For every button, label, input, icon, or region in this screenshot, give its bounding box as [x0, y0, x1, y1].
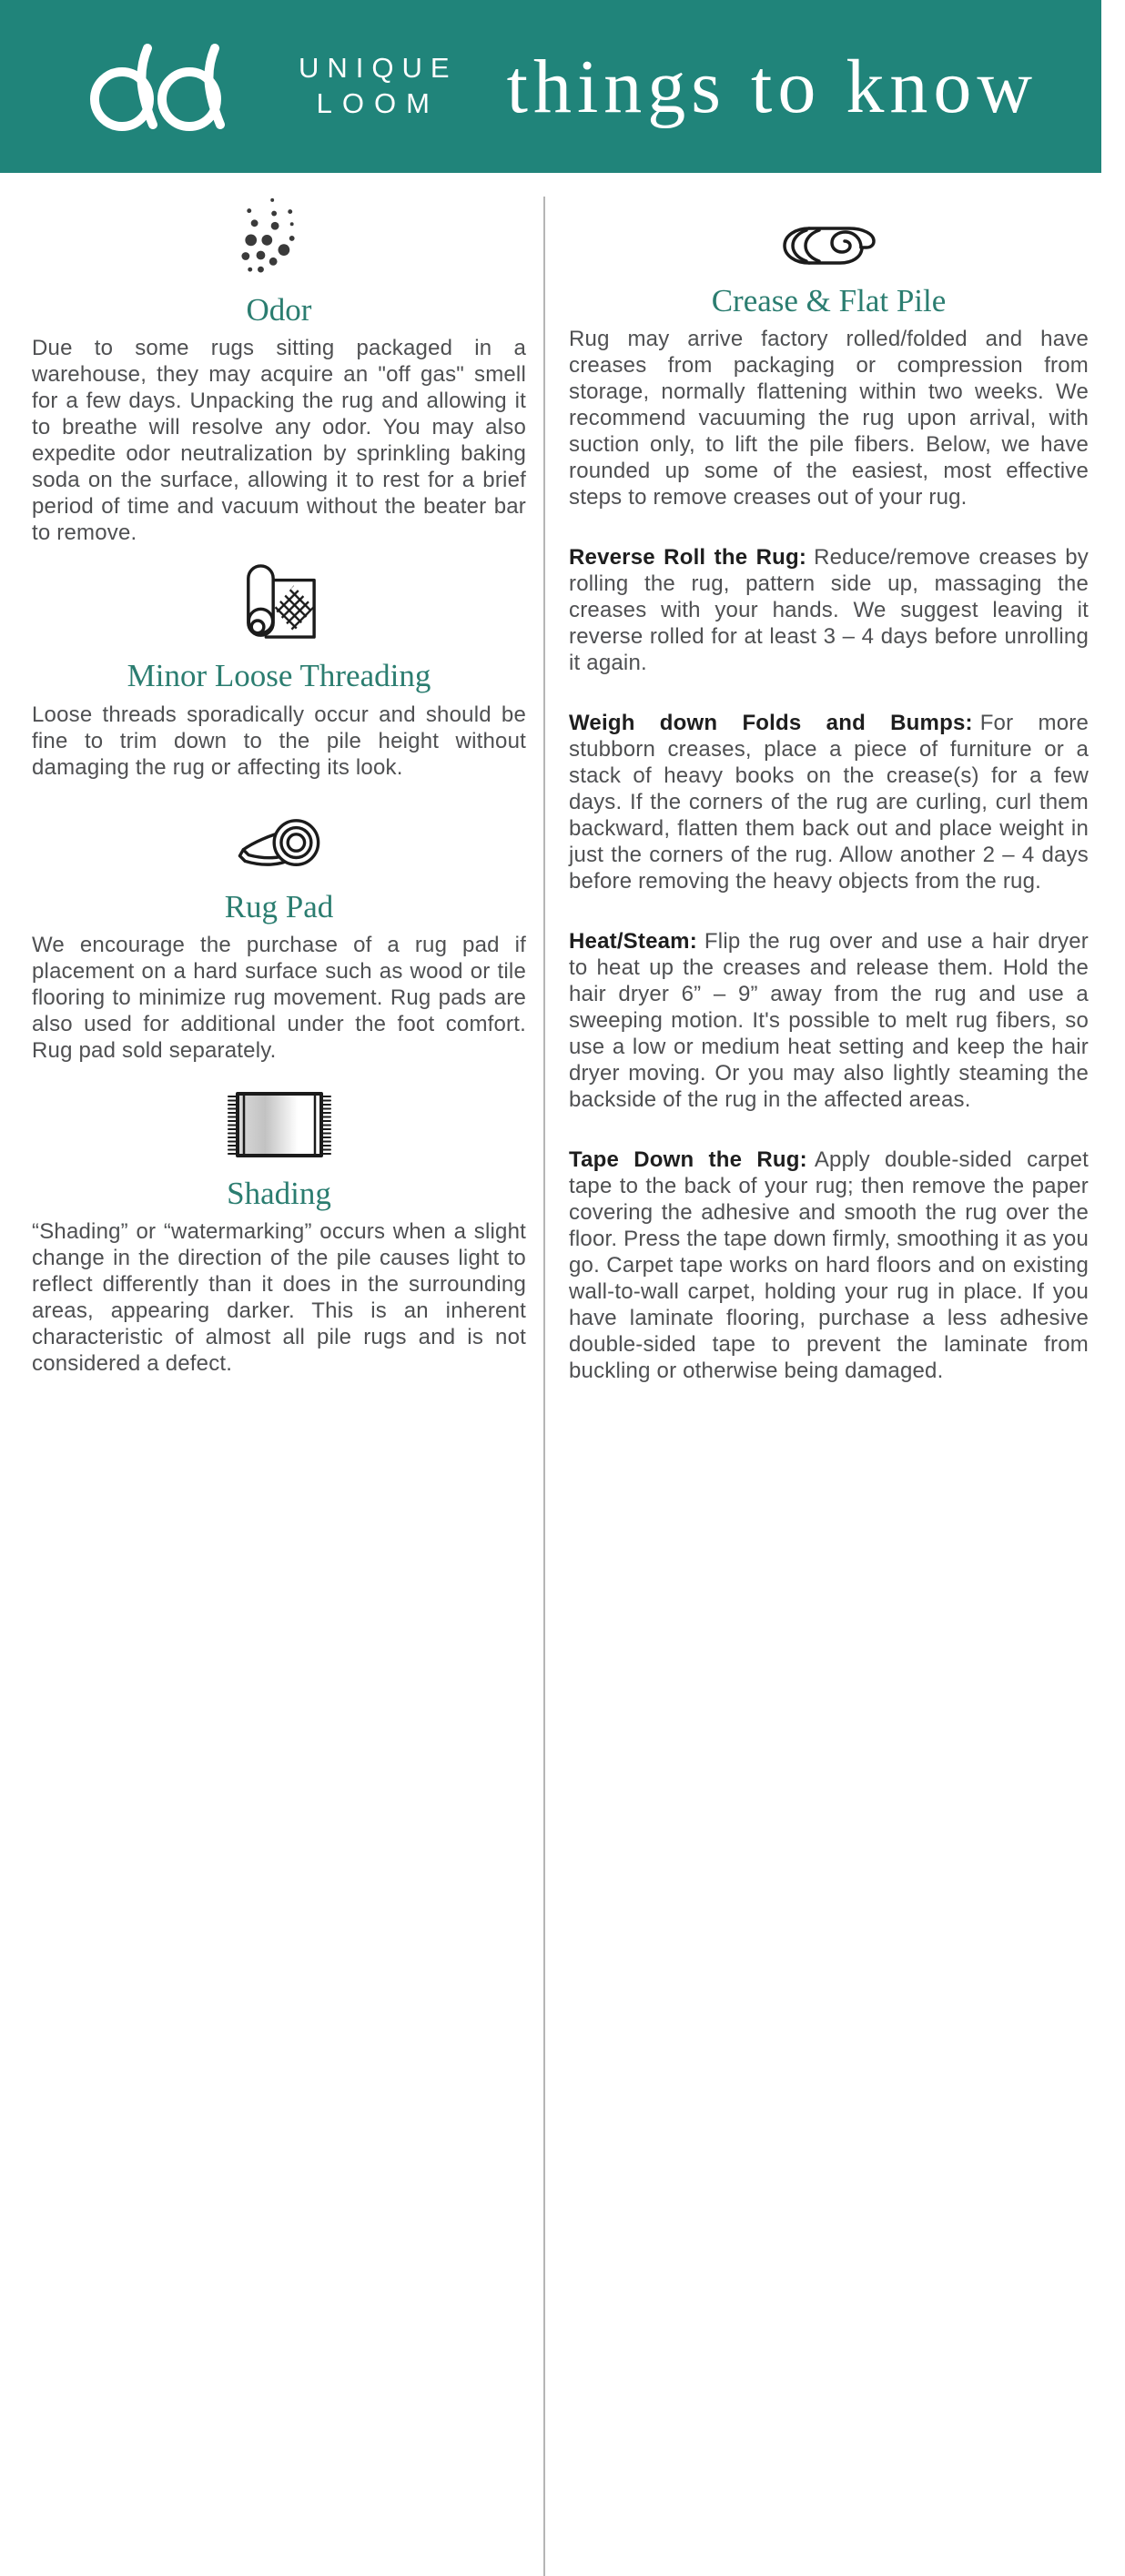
section-heading-threading: Minor Loose Threading: [127, 658, 431, 694]
section-heading-odor: Odor: [246, 292, 312, 328]
tip-body-heat-steam: Flip the rug over and use a hair dryer to heat up the creases and release them. Hold the hair dryer 6” – 9” away from the rug and use a sweeping motion. It's possible to melt rug fibers, so use a low or medium heat setting and keep the hair dryer moving. Or you may also lightly steaming the backside of the rug in the affected areas.: [569, 929, 1089, 1113]
rolled-rug-hatch-icon: [32, 562, 526, 645]
tip-label-reverse-roll: Reverse Roll the Rug:: [569, 545, 807, 571]
tip-label-heat-steam: Heat/Steam:: [569, 929, 697, 955]
tip-reverse-roll: [569, 544, 1089, 676]
tip-body-tape-down: Apply double-sided carpet tape to the back of your rug; then remove the paper covering the adhesive and smooth the rug over the floor. Press the tape down firmly, smoothing it as you go. Carpet tape works on hard floors and on existing wall-to-wall carpet, holding your rug in place. If you have laminate flooring, purchase a less adhesive double-sided tape to prevent the laminate from buckling or otherwise being damaged.: [569, 1147, 1089, 1384]
shaded-rug-fringe-icon: [32, 1091, 526, 1163]
odor-dots-icon: [32, 195, 526, 279]
tip-label-tape-down: Tape Down the Rug:: [569, 1147, 807, 1173]
section-heading-shading: Shading: [227, 1175, 331, 1211]
rug-pad-roll-icon: [32, 815, 526, 876]
brand-word-unique: UNIQUE: [299, 52, 458, 85]
tip-body-reverse-roll: Reduce/remove creases by rolling the rug, pattern side up, massaging the creases with your hands. We suggest leaving it reverse rolled for at least 3 – 4 days before unrolling it again.: [569, 545, 1090, 676]
brand-block: [82, 41, 458, 132]
section-heading-crease: Crease & Flat Pile: [711, 283, 947, 318]
tip-label-weigh-down: Weigh down Folds and Bumps:: [569, 711, 973, 736]
unique-loom-logo-icon: [82, 41, 275, 132]
tip-heat-steam: [569, 928, 1089, 1113]
header-band: [0, 0, 1101, 173]
section-heading-rug-pad: Rug Pad: [224, 888, 334, 924]
section-body-rug-pad: We encourage the purchase of a rug pad if placement on a hard surface such as wood or tile flooring to minimize rug movement. Rug pads are also used for additional under the foot comfort. Rug pad sold separately.: [32, 932, 526, 1063]
section-body-odor: Due to some rugs sitting packaged in a warehouse, they may acquire an "off gas" smell for a few days. Unpacking the rug and allowing it to breathe will resolve any odor. You may also expedite odor neutralization by sprinkling baking soda on the surface, allowing it to rest for a brief period of time and vacuum without the beater bar to remove.: [32, 336, 526, 546]
brand-wordmark: [299, 51, 458, 122]
section-body-shading: “Shading” or “watermarking” occurs when a slight change in the direction of the pile causes light to reflect differently than it does in the surrounding areas, appearing darker. This is an inherent characteristic of almost all pile rugs and is not considered a defect.: [32, 1219, 526, 1376]
tip-body-weigh-down: For more stubborn creases, place a piece of furniture or a stack of heavy books on the crease(s) for a few days. If the corners of the rug are curling, curl them backward, flatten them back out and place weight in just the corners of the rug. Allow another 2 – 4 days before removing the heavy objects from the rug.: [569, 711, 1089, 894]
tip-weigh-down: [569, 710, 1089, 894]
brand-word-loom: LOOM: [316, 87, 440, 119]
left-column: [0, 173, 543, 1384]
tip-tape-down: [569, 1147, 1089, 1384]
right-column: [543, 173, 1125, 1384]
rolled-rug-spiral-icon: [569, 226, 1089, 270]
section-body-threading: Loose threads sporadically occur and should be fine to trim down to the pile height without damaging the rug or affecting its look.: [32, 702, 526, 780]
content-area: [0, 173, 1125, 1384]
column-divider: [543, 197, 545, 2576]
section-body-crease-intro: Rug may arrive factory rolled/folded and have creases from packaging or compression from storage, normally flattening within two weeks. We recommend vacuuming the rug upon arrival, with suction only, to lift the pile fibers. Below, we have rounded up some of the easiest, most effective steps to remove creases out of your rug.: [569, 327, 1089, 510]
page-title: things to know: [506, 44, 1038, 129]
